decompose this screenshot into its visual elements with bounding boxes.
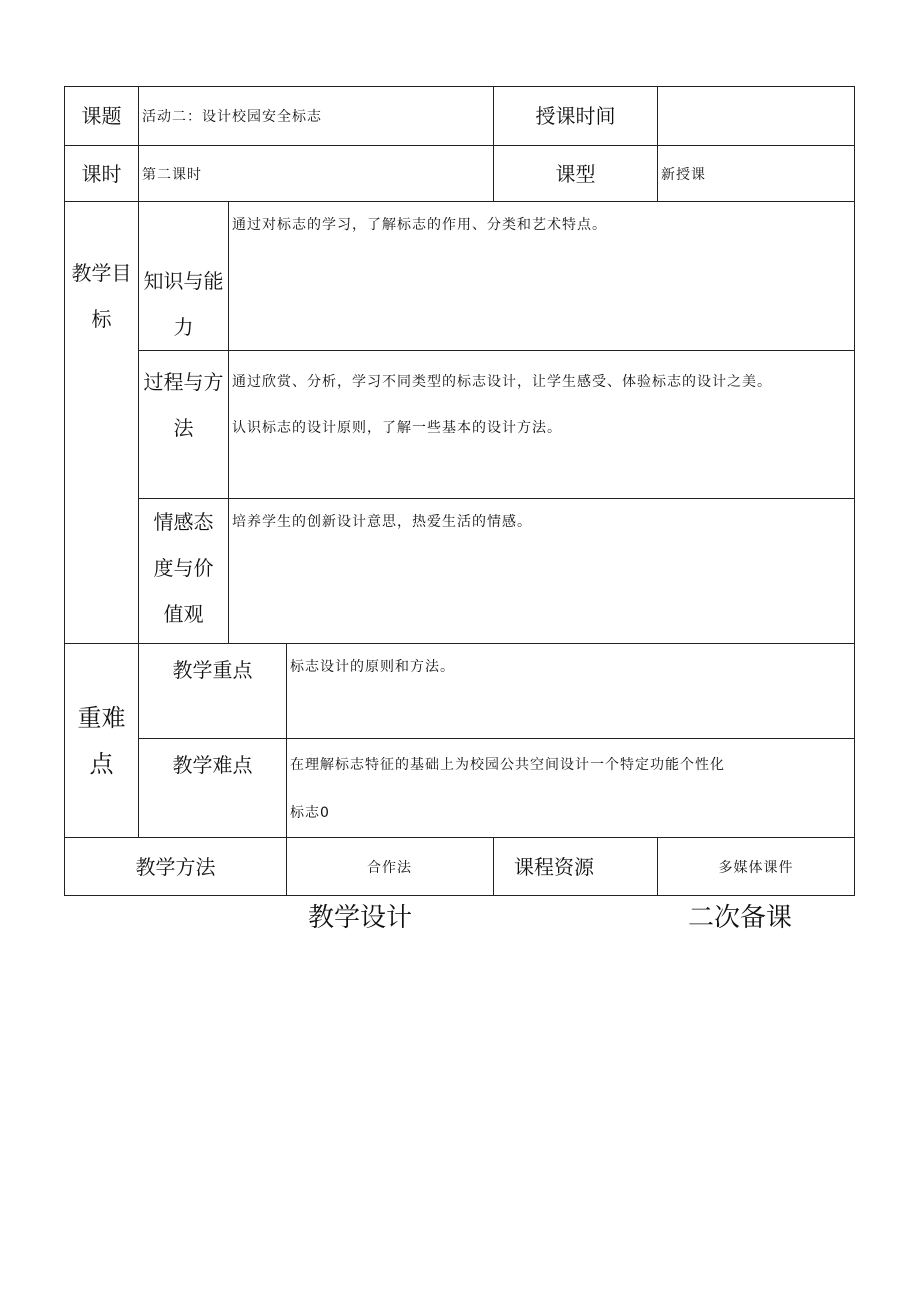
focus-text: 标志设计的原则和方法。	[290, 659, 455, 675]
topic-row	[65, 87, 855, 146]
knowledge-label-line2: 力	[173, 315, 194, 339]
period-value: 第二课时	[139, 146, 494, 202]
process-label-line1: 过程与方	[143, 370, 224, 394]
difficulty-text-line1: 在理解标志特征的基础上为校园公共空间设计一个特定功能个性化	[290, 757, 725, 773]
difficulty-label: 教学难点	[139, 739, 287, 838]
process-label	[139, 351, 229, 499]
difficulty-row	[65, 739, 855, 838]
topic-value: 活动二：设计校园安全标志	[139, 87, 494, 146]
process-text-cell	[229, 351, 855, 499]
knowledge-text: 通过对标志的学习，了解标志的作用、分类和艺术特点。	[232, 217, 607, 233]
process-text-line1: 通过欣赏、分析，学习不同类型的标志设计，让学生感受、体验标志的设计之美。	[232, 374, 772, 390]
objectives-label	[65, 202, 139, 644]
method-resource-row	[65, 838, 855, 896]
topic-label: 课题	[65, 87, 139, 146]
focus-text-cell	[287, 644, 855, 739]
knowledge-label	[139, 202, 229, 351]
emotion-label	[139, 499, 229, 644]
lesson-plan-table	[64, 86, 855, 896]
knowledge-text-cell	[229, 202, 855, 351]
emotion-label-line3: 值观	[163, 602, 204, 626]
objective-process-row	[65, 351, 855, 499]
method-label: 教学方法	[65, 838, 287, 896]
key-points-label-line2: 点	[89, 749, 114, 778]
key-points-label-line1: 重难	[77, 703, 126, 732]
key-points-label	[65, 644, 139, 838]
lesson-type-value: 新授课	[658, 146, 855, 202]
difficulty-text-line2: 标志0	[290, 805, 330, 821]
teaching-time-value	[658, 87, 855, 146]
period-row	[65, 146, 855, 202]
teaching-design-title: 教学设计	[308, 903, 413, 933]
focus-row	[65, 644, 855, 739]
period-label: 课时	[65, 146, 139, 202]
objectives-label-line1: 教学目	[71, 261, 132, 285]
resource-value: 多媒体课件	[658, 838, 855, 896]
objective-knowledge-row	[65, 202, 855, 351]
lesson-type-label: 课型	[494, 146, 658, 202]
focus-label: 教学重点	[139, 644, 287, 739]
knowledge-label-line1: 知识与能	[143, 269, 224, 293]
objective-emotion-row	[65, 499, 855, 644]
emotion-label-line1: 情感态	[153, 510, 214, 534]
process-text-line2: 认识标志的设计原则，了解一些基本的设计方法。	[232, 420, 562, 436]
objectives-label-line2: 标	[91, 307, 112, 331]
method-value: 合作法	[287, 838, 494, 896]
resource-label: 课程资源	[494, 838, 658, 896]
teaching-time-label: 授课时间	[494, 87, 658, 146]
emotion-label-line2: 度与价	[153, 556, 214, 580]
second-preparation-title: 二次备课	[688, 903, 793, 933]
process-label-line2: 法	[173, 416, 194, 440]
emotion-text: 培养学生的创新设计意思，热爱生活的情感。	[232, 514, 532, 530]
difficulty-text-cell	[287, 739, 855, 838]
emotion-text-cell	[229, 499, 855, 644]
